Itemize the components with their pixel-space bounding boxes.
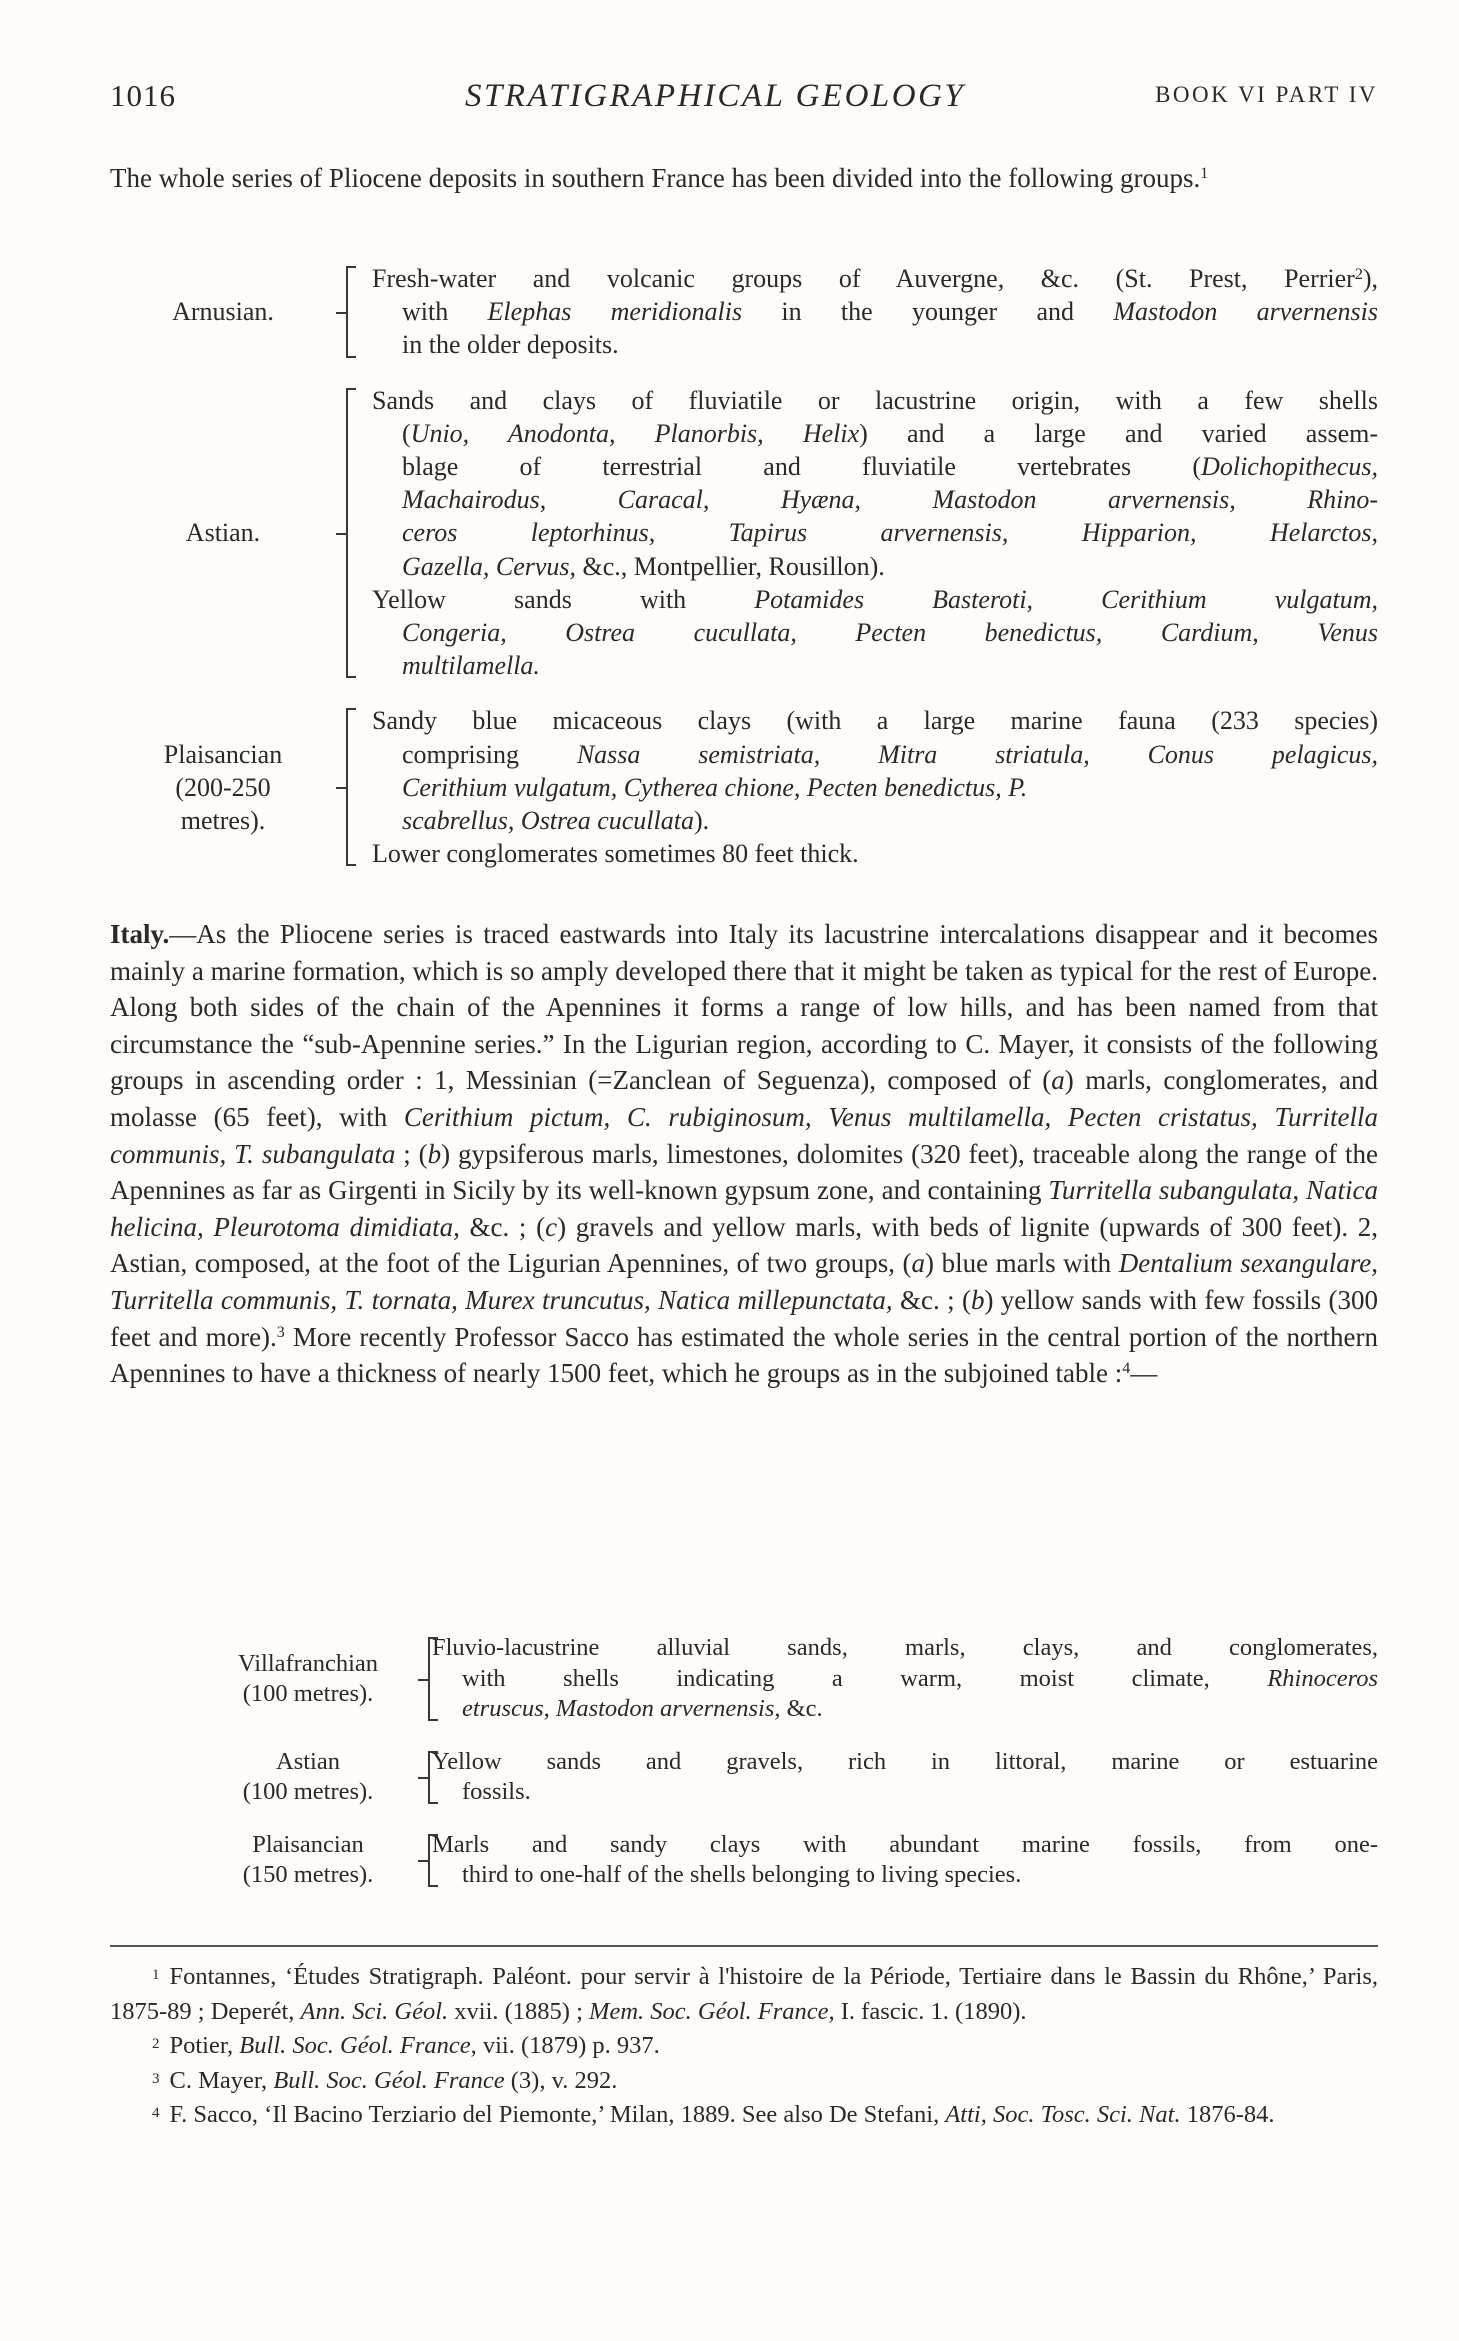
stratum-label-line: Astian — [276, 1748, 340, 1775]
stratum-label — [190, 1747, 426, 1807]
description-line: scabrellus, Ostrea cucullata). — [402, 806, 710, 835]
page-number: 1016 — [110, 78, 176, 113]
stratum-label-line: metres). — [180, 805, 266, 835]
description-line: Sandy blue micaceous clays (with a large marine fauna (233 species) — [372, 706, 1378, 736]
brace-tick — [418, 1679, 428, 1681]
description-line: Congeria, Ostrea cucullata, Pecten benedictus, Cardium, Venus — [402, 618, 1378, 648]
footnote — [110, 2064, 1378, 2099]
footnote-text: Fontannes, ‘Études Stratigraph. Paléont. pour servir à l'histoire de la Période, Tertiaire dans le Bassin du Rhône,’ Paris, 1875-89 ; Deperét, Ann. Sci. Géol. xvii. (1885) ; Mem. Soc. Géol. France, I. fascic. 1. (1890). — [110, 1963, 1378, 2025]
stratum-row — [110, 704, 1378, 870]
description-line: Marls and sandy clays with abundant marine fossils, from one- — [432, 1830, 1378, 1858]
stratum-label-line: (100 metres). — [242, 1679, 374, 1707]
brace-tick — [336, 312, 346, 314]
footnote — [110, 2098, 1378, 2133]
brace-tick — [346, 708, 356, 710]
book-part: BOOK VI PART IV — [1155, 82, 1378, 107]
description-line: multilamella. — [402, 651, 540, 681]
stratum-label — [110, 738, 336, 837]
description-line: blage of terrestrial and fluviatile vertebrates (Dolichopithecus, — [402, 452, 1378, 481]
stratum-label — [190, 1649, 426, 1709]
description-line: comprising Nassa semistriata, Mitra striatula, Conus pelagicus, — [402, 739, 1378, 769]
stratum-description — [432, 1830, 1378, 1891]
stratum-label — [190, 1830, 426, 1890]
stratum-label-line: Astian. — [185, 518, 261, 548]
brace-tick — [346, 676, 356, 678]
description-line: in the older deposits. — [402, 330, 619, 360]
description-line: Sands and clays of fluviatile or lacustrine origin, with a few shells — [372, 385, 1378, 415]
stratum-description — [372, 262, 1378, 362]
footnote-mark: 2 — [152, 2036, 160, 2052]
brace — [428, 1834, 430, 1887]
description-line: (Unio, Anodonta, Planorbis, Helix) and a large and varied assem- — [402, 418, 1378, 448]
description-line: with shells indicating a warm, moist climate, Rhinoceros — [462, 1664, 1378, 1692]
description-line: Machairodus, Caracal, Hyæna, Mastodon arvernensis, Rhino- — [402, 485, 1378, 515]
description-line: etruscus, Mastodon arvernensis, &c. — [462, 1695, 823, 1722]
stratum-description — [372, 384, 1378, 683]
italy-paragraph — [110, 916, 1378, 1392]
description-line: ceros leptorhinus, Tapirus arvernensis, Hipparion, Helarctos, — [402, 518, 1378, 548]
stratum-label-line: (200-250 — [175, 772, 271, 802]
brace-tick — [336, 533, 346, 535]
stratum-row — [110, 1747, 1378, 1808]
brace-tick — [346, 388, 356, 390]
stratum-label-line: Plaisancian — [252, 1831, 364, 1858]
italy-text: —As the Pliocene series is traced eastwards into Italy its lacustrine intercalations disappear and it becomes mainly a marine formation, which is so amply developed there that it might be taken as typical for the rest of Europe. Along both sides of the chain of the Apennines it forms a range of low hills, and has been named from that circumstance the “sub-Apennine series.” In the Ligurian region, according to C. Mayer, it consists of the following groups in ascending order : 1, Messinian (=Zanclean of Seguenza), composed of (a) marls, conglomerates, and molasse (65 feet), with Cerithium pictum, C. rubiginosum, Venus multilamella, Pecten cristatus, Turritella communis, T. subangulata ; (b) gypsiferous marls, limestones, dolomites (320 feet), traceable along the range of the Apennines as far as Girgenti in Sicily by its well-known gypsum zone, and containing Turritella subangulata, Natica helicina, Pleurotoma dimidiata, &c. ; (c) gravels and yellow marls, with beds of lignite (upwards of 300 feet). 2, Astian, composed, at the foot of the Ligurian Apennines, of two groups, (a) blue marls with Dentalium sexangulare, Turritella communis, T. tornata, Murex truncutus, Natica millepunctata, &c. ; (b) yellow sands with few fossils (300 feet and more).$^3$ More recently Professor Sacco has estimated the whole series in the central portion of the northern Apennines to have a thickness of nearly 1500 feet, which he groups as in the subjoined table :$^4$— — [110, 919, 1378, 1389]
footnote-mark: 3 — [152, 2070, 160, 2087]
stratum-row — [110, 384, 1378, 683]
footnote — [110, 2029, 1378, 2064]
description-line: with Elephas meridionalis in the younger and Mastodon arvernensis — [402, 297, 1378, 327]
running-head — [110, 78, 1378, 122]
stratum-description — [432, 1747, 1378, 1808]
description-line: third to one-half of the shells belonging to living species. — [462, 1861, 1022, 1888]
brace — [346, 266, 348, 358]
description-line: Lower conglomerates sometimes 80 feet thick. — [372, 839, 859, 869]
brace-tick — [418, 1777, 428, 1779]
footnote-text: F. Sacco, ‘Il Bacino Terziario del Piemonte,’ Milan, 1889. See also De Stefani, Atti, Soc. Tosc. Sci. Nat. 1876-84. — [169, 2101, 1275, 2128]
running-title: STRATIGRAPHICAL GEOLOGY — [465, 78, 966, 114]
description-line: fossils. — [462, 1778, 531, 1805]
stratum-label — [110, 295, 336, 328]
intro-paragraph — [110, 160, 1378, 197]
footnote-text: Potier, Bull. Soc. Géol. France, vii. (1879) p. 937. — [169, 2032, 660, 2059]
brace — [346, 388, 348, 679]
brace — [428, 1751, 430, 1804]
footnote-mark: 4 — [152, 2105, 160, 2121]
stratum-label-line: (150 metres). — [242, 1861, 374, 1888]
stratum-row — [110, 262, 1378, 362]
description-line: Gazella, Cervus, &c., Montpellier, Rousillon). — [402, 551, 885, 581]
description-line: Fresh-water and volcanic groups of Auvergne, &c. (St. Prest, Perrier$^2$), — [372, 264, 1378, 293]
stratum-row — [110, 1633, 1378, 1725]
footnote-ref: 1 — [1200, 165, 1209, 182]
stratum-label-line: Villafranchian — [237, 1649, 378, 1677]
description-line: Cerithium vulgatum, Cytherea chione, Pecten benedictus, P. — [402, 772, 1028, 802]
stratum-label-line: Plaisancian — [163, 739, 283, 769]
brace — [428, 1637, 430, 1721]
stratum-description — [372, 704, 1378, 870]
footnote-mark: 1 — [152, 1967, 160, 1983]
stratum-label-line: Arnusian. — [172, 297, 274, 327]
brace-tick — [346, 266, 356, 268]
brace-tick — [418, 1860, 428, 1862]
intro-text: The whole series of Pliocene deposits in southern France has been divided into the following groups. — [110, 163, 1201, 193]
description-line: Fluvio-lacustrine alluvial sands, marls, clays, and conglomerates, — [432, 1634, 1378, 1661]
footnote-text: C. Mayer, Bull. Soc. Géol. France (3), v. 292. — [169, 2066, 618, 2094]
italy-heading: Italy. — [110, 919, 170, 949]
brace-tick — [346, 864, 356, 866]
brace-tick — [346, 356, 356, 358]
brace-tick — [336, 787, 346, 789]
description-line: Yellow sands and gravels, rich in littoral, marine or estuarine — [432, 1747, 1378, 1775]
stratum-row — [110, 1830, 1378, 1891]
stratum-description — [432, 1633, 1378, 1725]
brace — [346, 708, 348, 866]
footnote — [110, 1960, 1378, 2029]
footnotes — [110, 1960, 1378, 2133]
description-line: Yellow sands with Potamides Basteroti, Cerithium vulgatum, — [372, 584, 1378, 614]
footnote-rule — [110, 1945, 1378, 1947]
stratum-label — [110, 516, 336, 549]
stratum-label-line: (100 metres). — [242, 1778, 374, 1805]
